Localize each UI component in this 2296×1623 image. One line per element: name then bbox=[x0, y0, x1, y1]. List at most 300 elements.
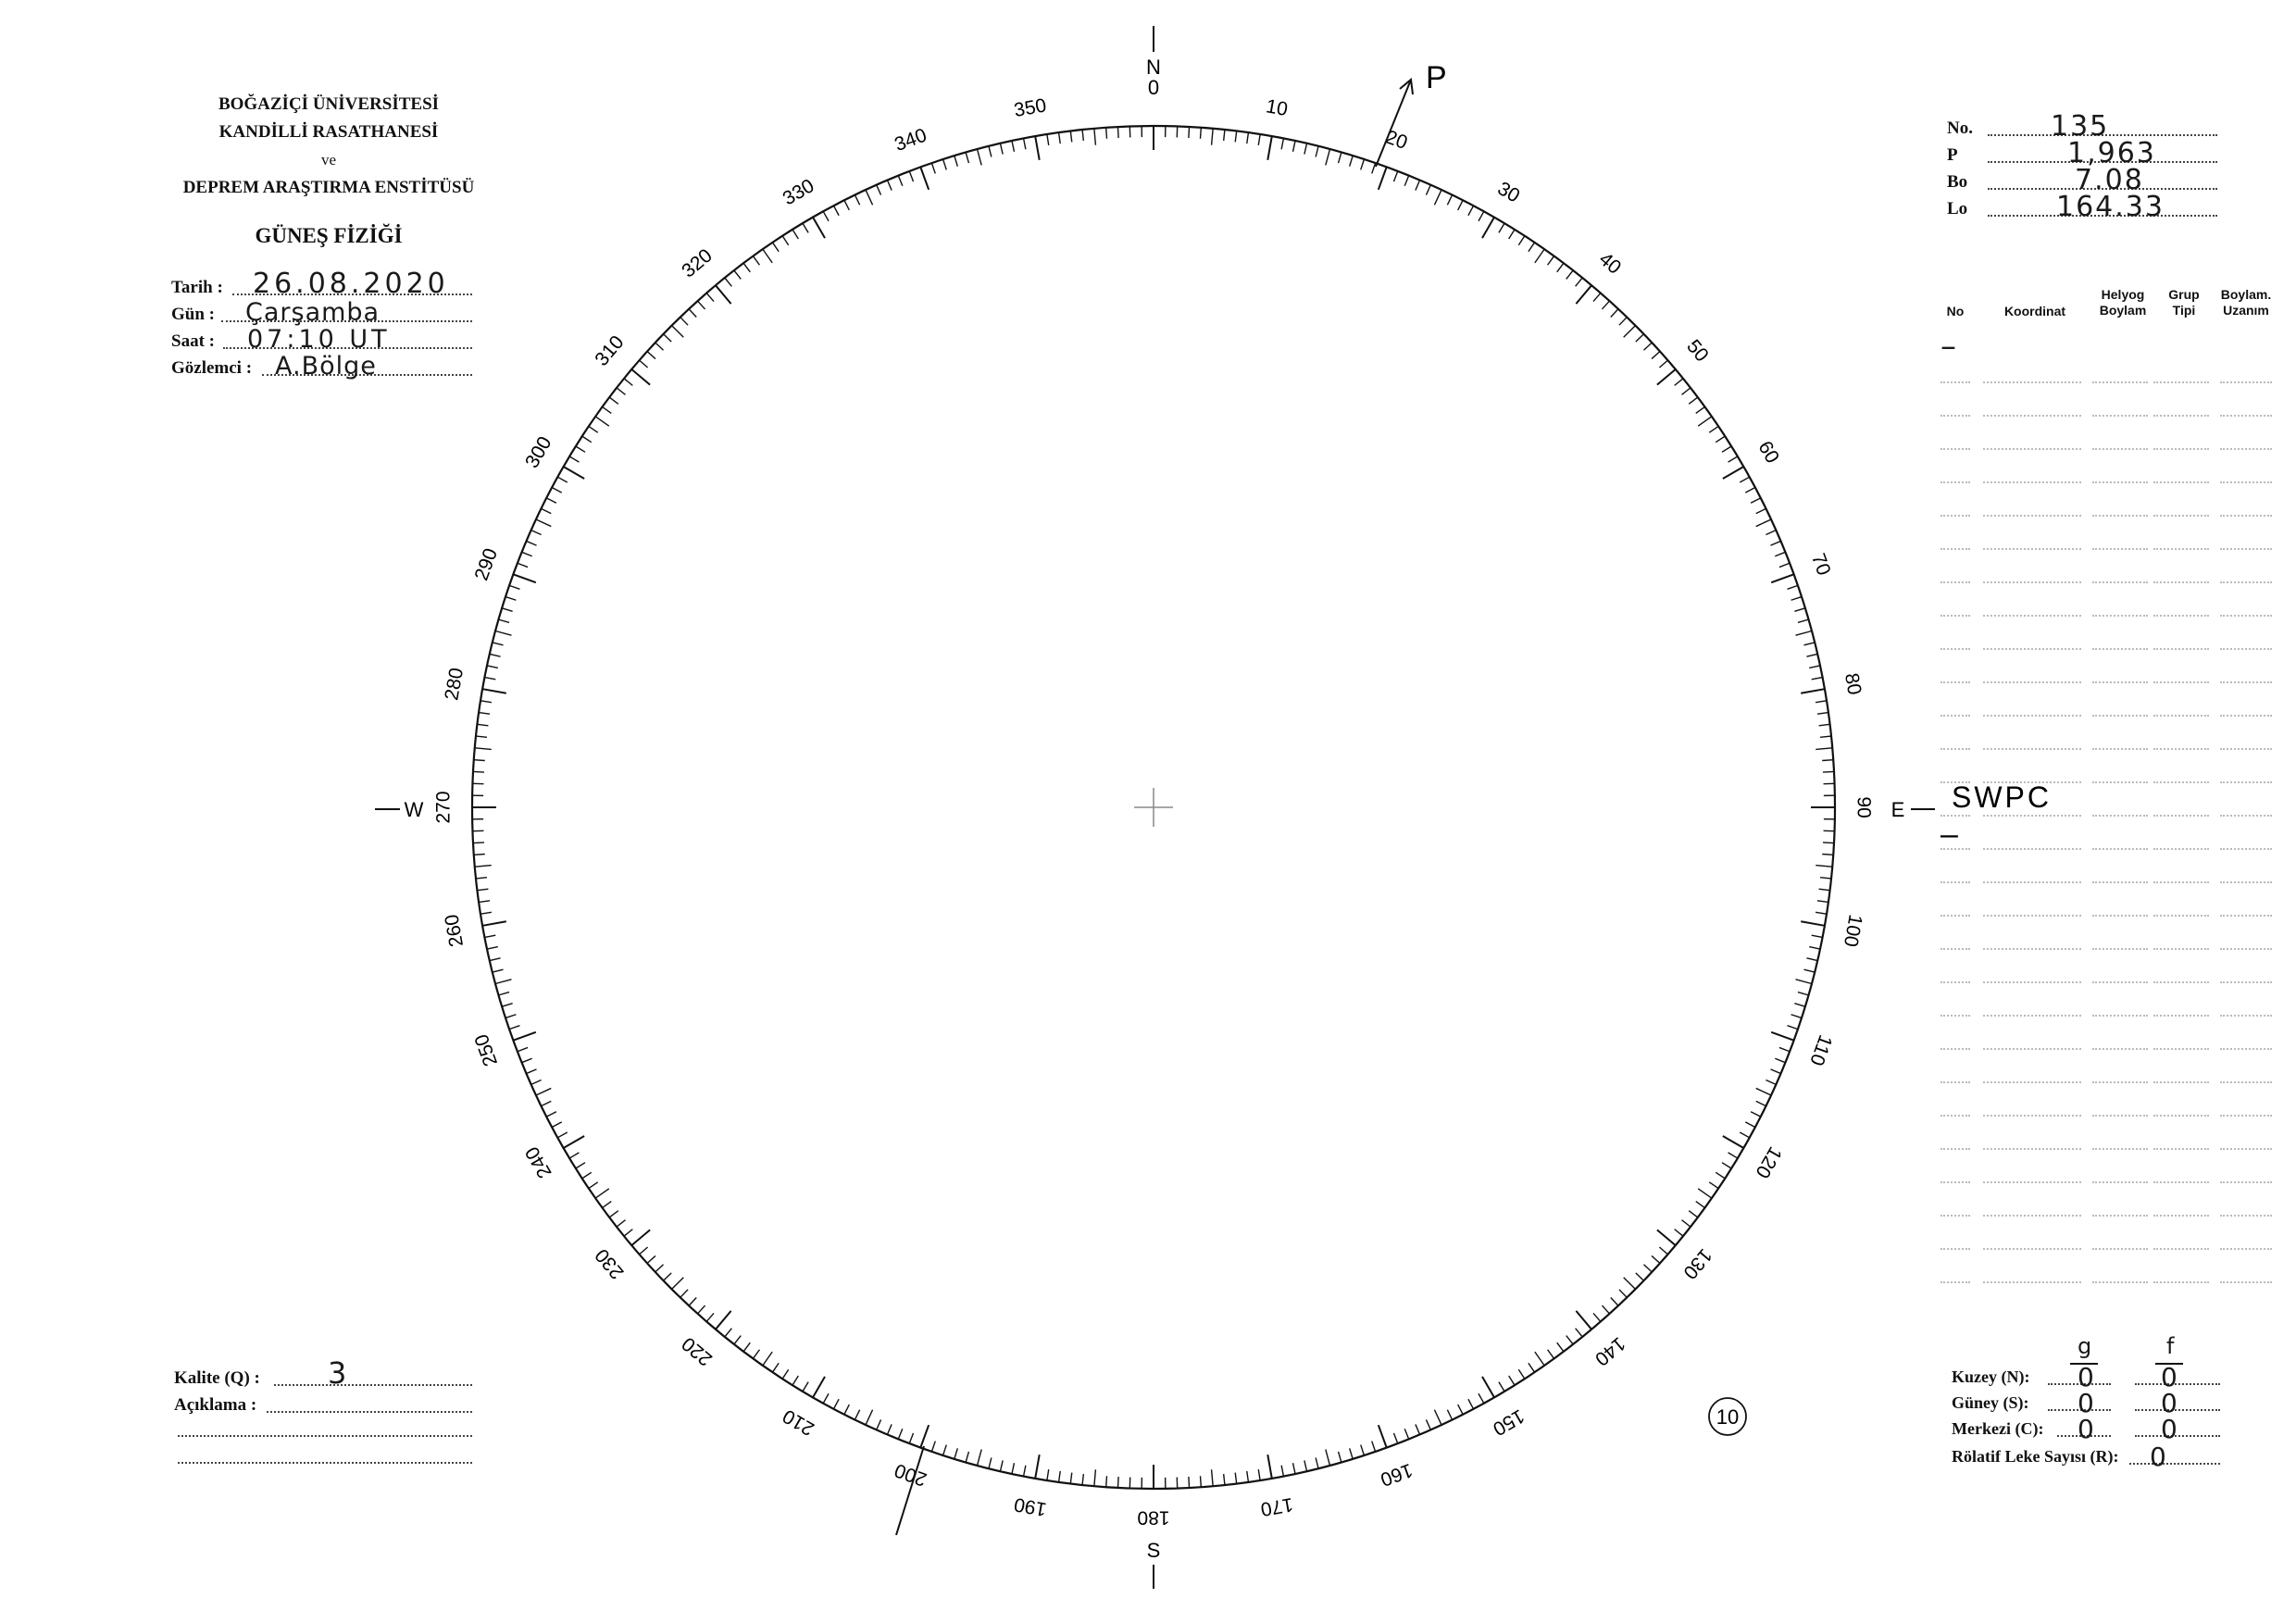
tick-326 bbox=[772, 243, 779, 252]
tick-5 bbox=[1212, 129, 1214, 145]
tick-343 bbox=[955, 156, 958, 166]
tick-80 bbox=[1801, 689, 1825, 693]
day-value: Çarşamba bbox=[245, 298, 381, 327]
tick-10 bbox=[1267, 136, 1272, 160]
col-header-coordinate: Koordinat bbox=[2003, 304, 2066, 318]
tick-131 bbox=[1659, 1247, 1667, 1255]
tick-296 bbox=[541, 508, 551, 513]
tick-157 bbox=[1416, 1424, 1420, 1434]
tick-278 bbox=[479, 713, 490, 715]
tick-67 bbox=[1770, 541, 1780, 545]
tick-235 bbox=[595, 1189, 609, 1198]
tick-247 bbox=[527, 1069, 537, 1074]
time-value: 07:10 UT bbox=[247, 325, 391, 354]
degree-label-140: 140 bbox=[1591, 1332, 1629, 1370]
tick-328 bbox=[792, 230, 798, 239]
tick-34 bbox=[1529, 243, 1535, 252]
tick-123 bbox=[1716, 1172, 1725, 1179]
date-label: Tarih : bbox=[171, 278, 223, 297]
tick-27 bbox=[1458, 200, 1463, 210]
south-f-value: 0 bbox=[2161, 1388, 2177, 1418]
tick-239 bbox=[569, 1153, 579, 1158]
tick-97 bbox=[1819, 889, 1830, 890]
degree-label-70: 70 bbox=[1806, 550, 1835, 579]
tick-217 bbox=[743, 1342, 750, 1352]
col-header-boylam-line1: Boylam. bbox=[2220, 287, 2272, 302]
tick-337 bbox=[887, 181, 892, 191]
tick-246 bbox=[531, 1080, 542, 1084]
tick-111 bbox=[1779, 1047, 1790, 1051]
tick-121 bbox=[1728, 1153, 1738, 1158]
tick-173 bbox=[1235, 1473, 1236, 1484]
tick-104 bbox=[1803, 969, 1815, 972]
tick-11 bbox=[1281, 139, 1283, 150]
tick-329 bbox=[803, 223, 808, 232]
east-label: E bbox=[1890, 798, 1905, 821]
tick-221 bbox=[706, 1313, 714, 1321]
tick-284 bbox=[493, 643, 504, 645]
p-value: 1,963 bbox=[2067, 137, 2156, 169]
tick-95 bbox=[1816, 866, 1832, 868]
tick-160 bbox=[1379, 1425, 1387, 1447]
tick-155 bbox=[1434, 1410, 1441, 1425]
tick-290 bbox=[513, 574, 535, 582]
tick-142 bbox=[1566, 1336, 1573, 1344]
tick-225 bbox=[672, 1278, 684, 1290]
tick-106 bbox=[1798, 993, 1809, 995]
bo-value: 7.08 bbox=[2075, 164, 2144, 196]
tick-224 bbox=[680, 1290, 688, 1298]
tick-305 bbox=[595, 417, 609, 426]
tick-69 bbox=[1779, 563, 1790, 567]
center-count-row[interactable] bbox=[1952, 1414, 2220, 1444]
relative-count-row[interactable] bbox=[1952, 1442, 2220, 1472]
tick-183 bbox=[1117, 1477, 1118, 1488]
tick-318 bbox=[698, 301, 705, 309]
tick-21 bbox=[1393, 171, 1397, 181]
tick-4 bbox=[1201, 128, 1202, 139]
tick-145 bbox=[1535, 1352, 1544, 1366]
tick-227 bbox=[655, 1265, 664, 1272]
tick-331 bbox=[823, 211, 829, 220]
tick-54 bbox=[1696, 406, 1705, 413]
tick-132 bbox=[1652, 1255, 1660, 1263]
tick-85 bbox=[1816, 748, 1832, 750]
tick-341 bbox=[931, 163, 935, 173]
tick-322 bbox=[734, 270, 741, 279]
f-header: f bbox=[2166, 1333, 2175, 1359]
tick-327 bbox=[782, 236, 789, 245]
tick-207 bbox=[844, 1405, 849, 1415]
tick-229 bbox=[640, 1247, 648, 1255]
tick-75 bbox=[1796, 631, 1812, 636]
south-count-label: Güney (S): bbox=[1952, 1393, 2029, 1412]
tick-342 bbox=[943, 159, 947, 169]
south-label: S bbox=[1146, 1539, 1161, 1562]
tick-30 bbox=[1482, 218, 1494, 239]
tick-194 bbox=[989, 1457, 992, 1468]
tick-195 bbox=[978, 1450, 982, 1466]
tick-143 bbox=[1557, 1342, 1564, 1352]
tick-45 bbox=[1624, 326, 1636, 338]
tick-351 bbox=[1047, 134, 1049, 145]
tick-299 bbox=[557, 477, 567, 482]
tick-277 bbox=[477, 724, 488, 725]
tick-70 bbox=[1771, 574, 1793, 582]
tick-257 bbox=[490, 958, 501, 961]
tick-319 bbox=[706, 293, 714, 302]
tick-231 bbox=[624, 1230, 632, 1237]
g-header: g bbox=[2078, 1333, 2092, 1359]
tick-241 bbox=[557, 1132, 567, 1138]
tick-253 bbox=[502, 1004, 512, 1007]
tick-354 bbox=[1082, 130, 1083, 141]
tick-74 bbox=[1798, 619, 1809, 622]
tick-167 bbox=[1304, 1460, 1307, 1471]
center-count-label: Merkezi (C): bbox=[1952, 1419, 2044, 1438]
tick-23 bbox=[1416, 181, 1420, 191]
tick-129 bbox=[1675, 1230, 1683, 1237]
tick-72 bbox=[1791, 597, 1802, 601]
tick-133 bbox=[1644, 1265, 1653, 1272]
degree-label-220: 220 bbox=[678, 1332, 717, 1370]
tick-151 bbox=[1479, 1393, 1484, 1403]
tick-209 bbox=[823, 1393, 829, 1403]
tick-251 bbox=[509, 1026, 519, 1030]
degree-label-260: 260 bbox=[441, 912, 468, 949]
col-header-helyog-line1: Helyog bbox=[2101, 287, 2145, 302]
tick-236 bbox=[589, 1182, 598, 1189]
degree-label-250: 250 bbox=[470, 1030, 503, 1069]
tick-219 bbox=[725, 1329, 732, 1337]
tick-166 bbox=[1316, 1457, 1318, 1468]
tick-176 bbox=[1201, 1476, 1202, 1487]
tick-285 bbox=[495, 631, 511, 636]
lo-label: Lo bbox=[1947, 199, 1968, 218]
tick-18 bbox=[1361, 159, 1365, 169]
tick-248 bbox=[522, 1058, 532, 1062]
tick-295 bbox=[536, 519, 551, 527]
tick-6 bbox=[1224, 130, 1225, 141]
tick-313 bbox=[655, 343, 664, 350]
tick-25 bbox=[1434, 190, 1441, 205]
tick-306 bbox=[603, 406, 612, 413]
tick-42 bbox=[1602, 301, 1609, 309]
tick-335 bbox=[866, 190, 873, 205]
tick-197 bbox=[955, 1448, 958, 1458]
p-axis-line bbox=[1376, 80, 1411, 167]
tick-170 bbox=[1267, 1454, 1272, 1479]
tick-283 bbox=[490, 654, 501, 656]
p-axis-label: P bbox=[1426, 60, 1447, 95]
tick-226 bbox=[664, 1273, 672, 1280]
tick-115 bbox=[1756, 1088, 1771, 1095]
degree-label-280: 280 bbox=[441, 666, 468, 703]
tick-255 bbox=[495, 980, 511, 984]
tick-103 bbox=[1806, 958, 1817, 961]
tick-325 bbox=[763, 249, 772, 263]
tick-304 bbox=[589, 426, 598, 432]
tick-33 bbox=[1518, 236, 1525, 245]
tick-149 bbox=[1499, 1382, 1504, 1392]
tick-338 bbox=[898, 176, 902, 186]
tick-294 bbox=[531, 531, 542, 535]
tick-193 bbox=[1000, 1460, 1003, 1471]
tick-127 bbox=[1689, 1211, 1698, 1217]
tick-174 bbox=[1224, 1474, 1225, 1485]
tick-187 bbox=[1070, 1473, 1071, 1484]
tick-168 bbox=[1293, 1463, 1295, 1474]
tick-7 bbox=[1235, 131, 1236, 142]
tick-250 bbox=[513, 1032, 535, 1041]
tick-186 bbox=[1082, 1474, 1083, 1485]
tick-311 bbox=[640, 360, 648, 368]
tick-297 bbox=[546, 498, 556, 503]
tick-256 bbox=[493, 969, 504, 972]
degree-label-50: 50 bbox=[1682, 335, 1713, 367]
tick-184 bbox=[1106, 1476, 1107, 1487]
degree-label-350: 350 bbox=[1012, 94, 1049, 122]
col-header-grup-line1: Grup bbox=[2168, 287, 2200, 302]
tick-14 bbox=[1316, 146, 1318, 157]
tick-114 bbox=[1766, 1080, 1776, 1084]
tick-303 bbox=[582, 436, 592, 443]
relative-dots bbox=[2129, 1463, 2220, 1465]
tick-287 bbox=[502, 608, 512, 612]
degree-label-170: 170 bbox=[1258, 1492, 1295, 1520]
no-label: No. bbox=[1947, 119, 1973, 138]
circled-number: 10 bbox=[1716, 1405, 1740, 1429]
col-header-grup-line2: Tipi bbox=[2172, 303, 2196, 318]
tick-73 bbox=[1794, 608, 1804, 612]
degree-label-120: 120 bbox=[1751, 1142, 1786, 1182]
tick-101 bbox=[1812, 935, 1823, 937]
tick-339 bbox=[909, 171, 913, 181]
tick-222 bbox=[698, 1305, 705, 1314]
tick-185 bbox=[1094, 1469, 1096, 1486]
tick-9 bbox=[1258, 134, 1260, 145]
note-label: Açıklama : bbox=[174, 1395, 257, 1415]
tick-146 bbox=[1529, 1363, 1535, 1372]
tick-17 bbox=[1350, 156, 1354, 166]
tick-162 bbox=[1361, 1445, 1365, 1455]
tick-135 bbox=[1624, 1278, 1636, 1290]
relative-value: 0 bbox=[2150, 1442, 2166, 1472]
tick-352 bbox=[1059, 132, 1061, 144]
tick-83 bbox=[1819, 724, 1830, 725]
tick-102 bbox=[1809, 947, 1820, 949]
tick-61 bbox=[1740, 477, 1749, 482]
tick-192 bbox=[1012, 1463, 1014, 1474]
tick-79 bbox=[1812, 678, 1823, 680]
tick-118 bbox=[1745, 1122, 1755, 1128]
tick-220 bbox=[716, 1311, 731, 1330]
first-row-mark: – bbox=[1940, 328, 1956, 365]
tick-49 bbox=[1659, 360, 1667, 368]
tick-275 bbox=[475, 748, 492, 750]
tick-50 bbox=[1657, 369, 1676, 385]
tick-199 bbox=[931, 1442, 935, 1452]
south-count-row[interactable] bbox=[1952, 1388, 2220, 1418]
tick-134 bbox=[1636, 1273, 1644, 1280]
tick-26 bbox=[1447, 194, 1452, 205]
tick-39 bbox=[1576, 278, 1583, 286]
center-f-dots bbox=[2135, 1435, 2220, 1437]
col-header-helyog-line2: Boylam bbox=[2099, 303, 2147, 318]
tick-172 bbox=[1247, 1471, 1249, 1482]
tick-55 bbox=[1698, 417, 1712, 426]
tick-300 bbox=[564, 467, 585, 479]
tick-56 bbox=[1709, 426, 1718, 432]
tick-41 bbox=[1593, 293, 1601, 302]
tick-265 bbox=[475, 866, 492, 868]
tick-124 bbox=[1709, 1182, 1718, 1189]
no-value: 135 bbox=[2051, 110, 2110, 143]
tick-44 bbox=[1619, 318, 1627, 326]
tick-347 bbox=[1000, 144, 1003, 155]
tick-334 bbox=[855, 194, 859, 205]
tick-105 bbox=[1796, 980, 1812, 984]
tick-356 bbox=[1106, 128, 1107, 139]
tick-32 bbox=[1509, 230, 1515, 239]
degree-label-230: 230 bbox=[591, 1244, 629, 1283]
bo-label: Bo bbox=[1947, 172, 1968, 192]
quality-field[interactable] bbox=[174, 1355, 472, 1391]
tick-340 bbox=[920, 167, 929, 189]
tick-98 bbox=[1817, 901, 1828, 903]
tick-223 bbox=[689, 1298, 696, 1306]
degree-label-60: 60 bbox=[1753, 437, 1783, 468]
tick-16 bbox=[1339, 153, 1341, 164]
tick-117 bbox=[1751, 1112, 1761, 1117]
tick-230 bbox=[631, 1230, 650, 1245]
tick-159 bbox=[1393, 1433, 1397, 1443]
tick-211 bbox=[803, 1382, 808, 1392]
tick-188 bbox=[1059, 1471, 1061, 1482]
tick-202 bbox=[898, 1429, 902, 1439]
center-cross bbox=[1134, 788, 1173, 827]
tick-96 bbox=[1820, 878, 1831, 879]
tick-215 bbox=[763, 1352, 772, 1366]
note-field[interactable] bbox=[174, 1392, 472, 1417]
tick-81 bbox=[1816, 701, 1827, 703]
tick-47 bbox=[1644, 343, 1653, 350]
tick-136 bbox=[1619, 1290, 1627, 1298]
tick-210 bbox=[813, 1377, 825, 1398]
tick-158 bbox=[1404, 1429, 1408, 1439]
tick-147 bbox=[1518, 1369, 1525, 1379]
tick-65 bbox=[1756, 519, 1771, 527]
tick-205 bbox=[866, 1410, 873, 1425]
tick-293 bbox=[527, 541, 537, 545]
tick-280 bbox=[482, 689, 506, 693]
tick-31 bbox=[1499, 223, 1504, 232]
tick-110 bbox=[1771, 1032, 1793, 1041]
tick-244 bbox=[541, 1101, 551, 1105]
north-g-value: 0 bbox=[2078, 1362, 2094, 1392]
tick-320 bbox=[716, 285, 731, 304]
degree-label-300: 300 bbox=[521, 432, 556, 472]
tick-196 bbox=[966, 1452, 968, 1463]
tick-144 bbox=[1548, 1350, 1554, 1359]
tick-20 bbox=[1379, 167, 1387, 189]
tick-163 bbox=[1350, 1448, 1354, 1458]
tick-330 bbox=[813, 218, 825, 239]
tick-84 bbox=[1820, 736, 1831, 737]
tick-264 bbox=[476, 878, 487, 879]
tick-259 bbox=[485, 935, 496, 937]
tick-19 bbox=[1372, 163, 1376, 173]
note-line-2[interactable] bbox=[178, 1435, 472, 1437]
tick-119 bbox=[1740, 1132, 1749, 1138]
tick-29 bbox=[1479, 211, 1484, 220]
tick-258 bbox=[487, 947, 498, 949]
tick-302 bbox=[576, 446, 585, 452]
tick-12 bbox=[1293, 141, 1295, 152]
north-count-row[interactable] bbox=[1952, 1362, 2220, 1392]
tick-237 bbox=[582, 1172, 592, 1179]
tick-263 bbox=[477, 889, 488, 890]
tick-177 bbox=[1189, 1477, 1190, 1488]
north-zero-label: 0 bbox=[1147, 76, 1160, 99]
tick-190 bbox=[1035, 1454, 1040, 1479]
tick-150 bbox=[1482, 1377, 1494, 1398]
tick-126 bbox=[1696, 1202, 1705, 1208]
tick-218 bbox=[734, 1336, 741, 1344]
tick-169 bbox=[1281, 1466, 1283, 1477]
center-g-value: 0 bbox=[2078, 1414, 2094, 1444]
day-label: Gün : bbox=[171, 305, 215, 324]
tick-165 bbox=[1326, 1450, 1330, 1466]
tick-87 bbox=[1823, 771, 1834, 772]
tick-59 bbox=[1728, 456, 1738, 462]
tick-35 bbox=[1535, 249, 1544, 263]
tick-53 bbox=[1689, 397, 1698, 404]
tick-112 bbox=[1775, 1058, 1785, 1062]
tick-125 bbox=[1698, 1189, 1712, 1198]
tick-99 bbox=[1816, 912, 1827, 914]
tick-3 bbox=[1189, 127, 1190, 138]
tick-291 bbox=[518, 563, 528, 567]
north-f-dots bbox=[2135, 1383, 2220, 1385]
tick-315 bbox=[672, 326, 684, 338]
note-line-3[interactable] bbox=[178, 1462, 472, 1464]
solar-disk bbox=[375, 26, 2052, 1589]
tick-208 bbox=[833, 1399, 839, 1409]
tick-323 bbox=[743, 263, 750, 272]
tick-52 bbox=[1682, 388, 1691, 394]
tick-138 bbox=[1602, 1305, 1609, 1314]
degree-label-30: 30 bbox=[1493, 177, 1524, 207]
degree-label-200: 200 bbox=[892, 1458, 930, 1491]
tick-308 bbox=[617, 388, 625, 394]
tick-48 bbox=[1652, 352, 1660, 359]
tick-206 bbox=[855, 1410, 859, 1420]
west-label: W bbox=[404, 798, 424, 821]
tick-301 bbox=[569, 456, 579, 462]
tick-240 bbox=[564, 1136, 585, 1148]
tick-82 bbox=[1817, 713, 1828, 715]
tick-309 bbox=[624, 379, 632, 386]
tick-139 bbox=[1593, 1313, 1601, 1321]
tick-324 bbox=[753, 256, 759, 266]
tick-62 bbox=[1745, 487, 1755, 493]
tick-276 bbox=[476, 736, 487, 737]
tick-76 bbox=[1803, 643, 1815, 645]
degree-label-310: 310 bbox=[591, 331, 629, 370]
lo-value: 164.33 bbox=[2056, 191, 2165, 223]
center-f-value: 0 bbox=[2161, 1414, 2177, 1444]
